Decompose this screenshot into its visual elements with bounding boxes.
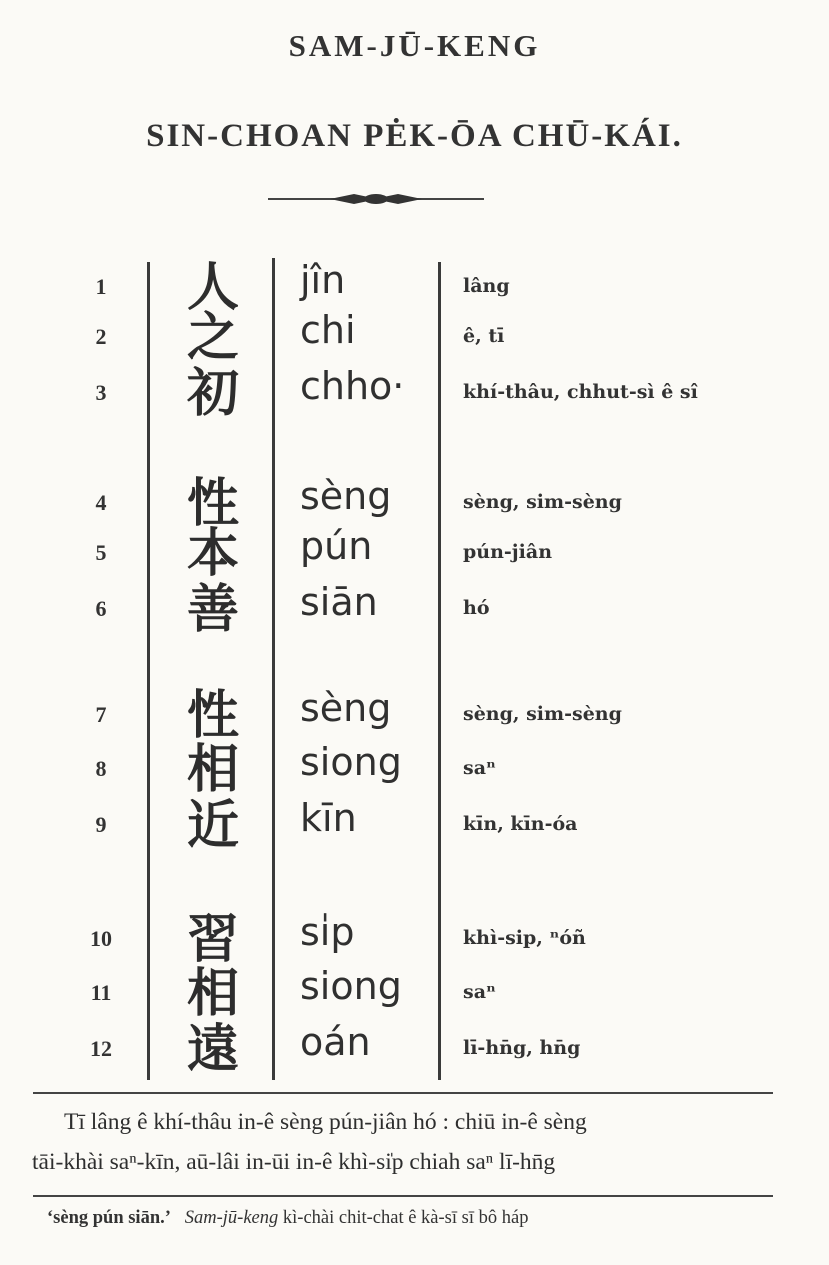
- han-character: 本: [186, 524, 239, 584]
- table-row: [0, 910, 829, 974]
- meaning: sèng, sim-sèng: [463, 491, 622, 513]
- row-number: 6: [95, 596, 107, 621]
- row-number: 3: [95, 380, 107, 405]
- page-title: SAM-JŪ-KENG: [288, 28, 541, 63]
- page-subtitle: SIN-CHOAN PĖK-ŌA CHŪ-KÁI.: [146, 118, 683, 154]
- romanization: siong: [300, 964, 402, 1008]
- romanization: siong: [300, 740, 402, 784]
- romanization: jîn: [300, 258, 346, 302]
- romanization: pún: [300, 524, 373, 568]
- footnote-book: Sam-jū-keng: [184, 1208, 279, 1228]
- commentary-line-2: tāi-khài saⁿ-kīn, aū-lâi in-ūi in-ê khì-si̍p chiah saⁿ lī-hn̄g: [32, 1149, 556, 1175]
- meaning: lâng: [463, 275, 510, 297]
- han-character: 習: [186, 910, 239, 970]
- row-number: 9: [95, 812, 107, 837]
- han-character: 遠: [186, 1020, 239, 1080]
- row-number: 12: [90, 1036, 112, 1061]
- table-row: [0, 796, 829, 860]
- row-number: 2: [95, 324, 107, 349]
- row-number: 1: [95, 274, 107, 299]
- romanization: siān: [300, 580, 378, 624]
- meaning: kīn, kīn-óa: [463, 813, 578, 835]
- meaning: hó: [463, 597, 490, 619]
- row-number: 7: [95, 702, 107, 727]
- footnote-quote: ‘sèng pún siān.’: [47, 1208, 171, 1228]
- romanization: oán: [300, 1020, 371, 1064]
- table-row: [0, 1020, 829, 1084]
- han-character: 性: [186, 474, 239, 534]
- table-row: [0, 740, 829, 804]
- meaning: khí-thâu, chhut-sì ê sî: [463, 381, 698, 403]
- row-number: 4: [95, 490, 107, 515]
- commentary-line-1: Tī lâng ê khí-thâu in-ê sèng pún-jiân hó : chiū in-ê sèng: [64, 1109, 587, 1135]
- meaning: pún-jiân: [463, 541, 553, 563]
- table-row: [0, 686, 829, 750]
- table-row: [0, 364, 829, 428]
- table-row: [0, 308, 829, 372]
- romanization: chi: [300, 308, 356, 352]
- ornament-divider: [268, 188, 484, 210]
- meaning: khì-sip, ⁿóñ: [463, 927, 586, 949]
- han-character: 人: [186, 258, 239, 318]
- row-number: 5: [95, 540, 107, 565]
- romanization: kīn: [300, 796, 357, 840]
- han-character: 之: [186, 308, 239, 368]
- han-character: 初: [186, 364, 239, 424]
- romanization: si̍p: [300, 910, 355, 954]
- han-character: 善: [186, 580, 239, 640]
- row-number: 8: [95, 756, 107, 781]
- footnote: [47, 1208, 528, 1229]
- han-character: 相: [186, 964, 239, 1024]
- table-row: [0, 964, 829, 1028]
- romanization: sèng: [300, 686, 392, 730]
- romanization: sèng: [300, 474, 392, 518]
- divider-top: [33, 1092, 773, 1094]
- han-character: 相: [186, 740, 239, 800]
- han-character: 近: [186, 796, 239, 856]
- divider-bottom: [33, 1195, 773, 1197]
- meaning: saⁿ: [463, 981, 496, 1003]
- meaning: lī-hn̄g, hn̄g: [463, 1037, 581, 1059]
- meaning: saⁿ: [463, 757, 496, 779]
- han-character: 性: [186, 686, 239, 746]
- romanization: chho·: [300, 364, 405, 408]
- table-row: [0, 580, 829, 644]
- row-number: 11: [90, 980, 112, 1005]
- meaning: ê, tī: [463, 325, 505, 347]
- row-number: 10: [90, 926, 112, 951]
- footnote-text: kì-chài chit-chat ê kà-sī sī bô háp: [282, 1208, 529, 1228]
- table-row: [0, 524, 829, 588]
- meaning: sèng, sim-sèng: [463, 703, 622, 725]
